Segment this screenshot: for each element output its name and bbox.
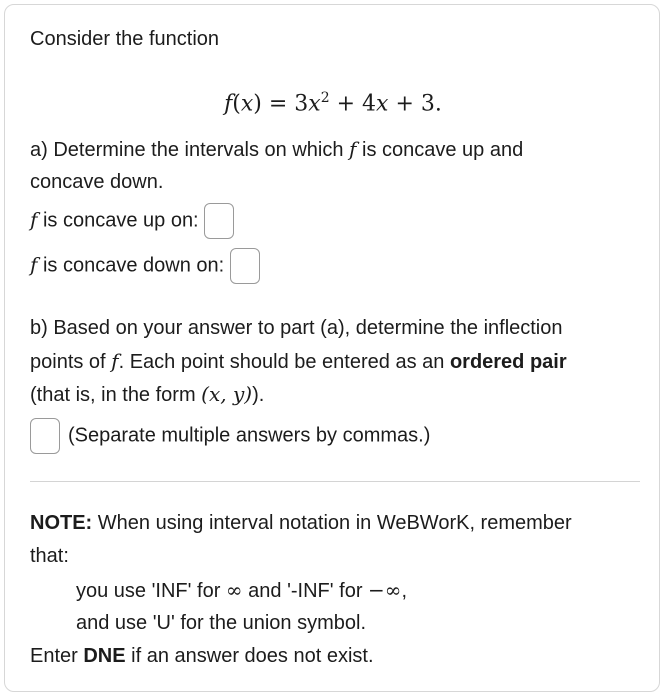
concave-up-input[interactable] xyxy=(204,203,234,239)
note-line1: NOTE: When using interval notation in WeBWorK, remember xyxy=(30,512,572,534)
section-divider xyxy=(30,481,640,482)
inflection-points-input[interactable] xyxy=(30,418,60,454)
part-b-line2: points of f. Each point should be entered as an ordered pair xyxy=(30,349,567,373)
part-a-prompt: a) Determine the intervals on which f is concave up and xyxy=(30,137,524,161)
function-formula: $f(x) = 3x^2 + 4x + 3$. xyxy=(224,90,442,117)
part-a-prompt-line2: concave down. xyxy=(30,171,164,193)
part-b-line1: b) Based on your answer to part (a), determine the inflection xyxy=(30,317,563,339)
note-line5: Enter DNE if an answer does not exist. xyxy=(30,645,374,667)
note-line2: that: xyxy=(30,545,69,567)
inflection-hint: (Separate multiple answers by commas.) xyxy=(68,424,431,447)
inflection-row xyxy=(30,418,430,454)
concave-down-row: f is concave down on: xyxy=(30,248,260,284)
note-line3: you use 'INF' for ∞ and '-INF' for −∞, xyxy=(76,578,408,602)
concave-down-input[interactable] xyxy=(230,248,260,284)
note-line4: and use 'U' for the union symbol. xyxy=(76,612,367,634)
intro-text: Consider the function xyxy=(30,28,220,50)
concave-up-row: f is concave up on: xyxy=(30,203,234,239)
problem-card xyxy=(4,4,660,692)
part-b-line3: (that is, in the form (x, y)). xyxy=(30,382,265,406)
